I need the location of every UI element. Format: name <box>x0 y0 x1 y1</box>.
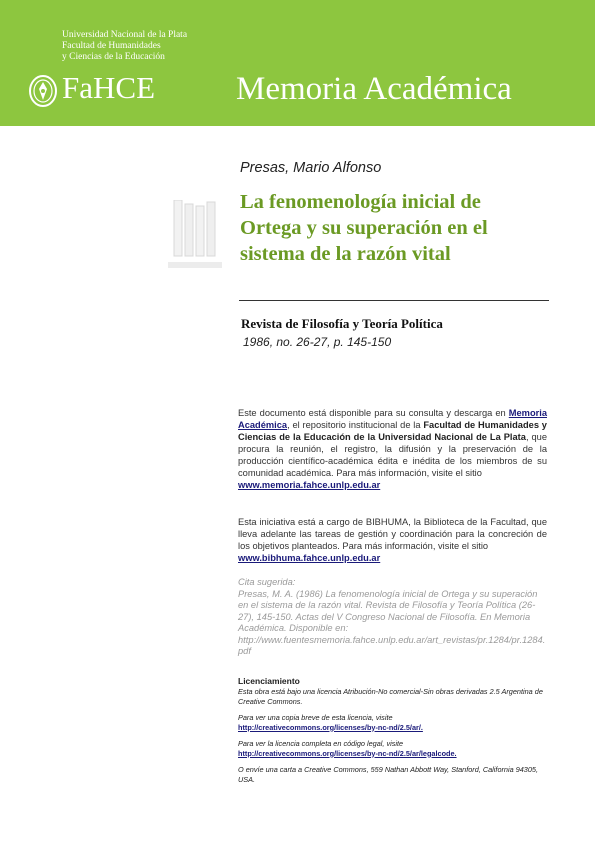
university-name: Universidad Nacional de la Plata <box>62 30 188 40</box>
text: , que procura la reunión, el registro, la difusión y la preservación de la producción científico-académica édita e inédita de los miembros de su comunidad académica. Para más información, visite el sitio <box>238 432 547 478</box>
divider <box>239 300 549 301</box>
citation-url: http://www.fuentesmemoria.fahce.unlp.edu.ar/art_revistas/pr.1284/pr.1284.pdf <box>238 634 546 656</box>
memoria-url-link[interactable]: www.memoria.fahce.unlp.edu.ar <box>238 480 381 490</box>
issue-citation: 1986, no. 26-27, p. 145-150 <box>243 335 392 349</box>
bibhuma-url-link[interactable]: www.bibhuma.fahce.unlp.edu.ar <box>238 553 381 563</box>
memoria-link[interactable]: Memoria Académica <box>238 408 547 430</box>
document-author: Presas, Mario Alfonso <box>240 160 382 176</box>
header-banner <box>0 0 595 126</box>
faculty-name: Facultad de Humanidades <box>62 41 161 51</box>
license-section <box>238 676 550 784</box>
license-short-link[interactable]: http://creativecommons.org/licenses/by-nc-nd/2.5/ar/. <box>238 722 423 732</box>
faculty-name-continued: y Ciencias de la Educación <box>62 52 165 62</box>
license-heading: Licenciamiento <box>238 676 300 686</box>
text: Esta iniciativa está a cargo de BIBHUMA, la Biblioteca de la Facultad, que lleva adelante las tareas de gestión y coordinación para la concreción de los objetivos planteados. Para más información, visite el sitio <box>238 517 547 551</box>
license-short-note: Para ver una copia breve de esta licencia, visite <box>238 713 393 722</box>
suggested-citation <box>238 577 548 658</box>
text: , el repositorio institucional de la <box>287 420 424 430</box>
institution-name: Facultad de Humanidades y Ciencias de la Educación de la Universidad Nacional de La Plata <box>238 420 547 442</box>
journal-name: Revista de Filosofía y Teoría Política <box>241 316 443 331</box>
availability-paragraph <box>238 407 547 491</box>
license-full-note: Para ver la licencia completa en código legal, visite <box>238 739 404 748</box>
initiative-paragraph <box>238 516 547 564</box>
citation-text: Presas, M. A. (1986) La fenomenología inicial de Ortega y su superación en el sistema de la razón vital. Revista de Filosofía y Teoría Política (26-27), 145-150. Actas del V Congreso Nacional de Filosofía. En Memoria Académica. Disponible en: <box>238 588 538 633</box>
repository-title: Memoria Académica <box>236 71 512 107</box>
license-statement: Esta obra está bajo una licencia Atribución-No comercial-Sin obras derivadas 2.5 Argentina de Creative Commons. <box>238 687 543 706</box>
text: Este documento está disponible para su consulta y descarga en <box>238 408 506 418</box>
title-line: Ortega y su superación en el <box>240 217 488 239</box>
document-title <box>240 189 570 267</box>
license-mail-note: O envíe una carta a Creative Commons, 559 Nathan Abbott Way, Stanford, California 94305, USA. <box>238 765 539 784</box>
university-lines <box>62 30 187 63</box>
citation-label: Cita sugerida: <box>238 577 296 587</box>
title-line: La fenomenología inicial de <box>240 191 481 213</box>
university-seal-icon <box>28 74 58 108</box>
license-full-link[interactable]: http://creativecommons.org/licenses/by-nc-nd/2.5/ar/legalcode. <box>238 748 457 758</box>
title-line: sistema de la razón vital <box>240 243 451 265</box>
fahce-logo-text: FaHCE <box>62 70 155 105</box>
books-icon <box>166 200 226 272</box>
